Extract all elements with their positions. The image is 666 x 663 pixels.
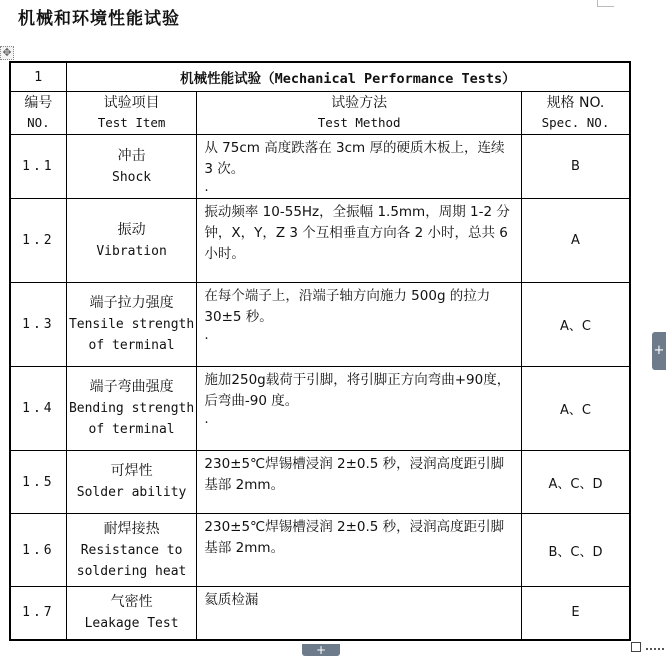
table-move-handle[interactable] [0, 46, 14, 60]
row-item-en: Shock [112, 169, 152, 185]
page-title: 机械和环境性能试验 [18, 9, 180, 29]
row-item [66, 199, 197, 283]
row-method-text: 振动频率 10-55Hz，全振幅 1.5mm，周期 1-2 分钟，X，Y，Z 3 个互相垂直方向各 2 小时，总共 6 小时。 [204, 204, 510, 262]
header-item-cn: 试验项目 [103, 95, 160, 111]
row-item-cn: 冲击 [117, 147, 146, 164]
header-item-en: Test Item [97, 115, 166, 130]
row-item-cn: 耐焊接热 [103, 520, 160, 537]
section-title-cn: 机械性能试验（ [180, 71, 275, 87]
row-spec: A、C [521, 367, 630, 451]
row-item [66, 283, 197, 367]
row-spec: E [521, 587, 630, 640]
row-item [66, 135, 197, 199]
row-item-cn: 端子弯曲强度 [89, 379, 174, 395]
row-method[interactable] [197, 514, 522, 587]
header-item [66, 92, 197, 135]
row-spec: A、C [521, 283, 630, 367]
header-method-en: Test Method [317, 115, 401, 130]
row-item-cn: 端子拉力强度 [89, 295, 174, 311]
add-column-button[interactable] [652, 332, 666, 370]
table-row [10, 514, 630, 587]
row-item-cn: 振动 [117, 221, 146, 238]
stray-mark: . [204, 179, 209, 195]
page-margin-marker [646, 648, 664, 651]
row-method[interactable] [197, 199, 522, 283]
row-method[interactable] [197, 283, 522, 367]
row-item [66, 587, 197, 640]
table-row [10, 451, 630, 514]
row-number: 1.3 [10, 283, 66, 367]
table-resize-handle[interactable] [631, 642, 641, 652]
row-spec: A [521, 199, 630, 283]
spec-table-container [9, 61, 631, 641]
stray-mark: . [204, 411, 209, 427]
row-item-en: Vibration [96, 243, 167, 259]
row-method-text: 从 75cm 高度跌落在 3cm 厚的硬质木板上，连续 3 次。 [204, 140, 505, 177]
stray-mark: . [204, 327, 209, 343]
row-method[interactable] [197, 587, 522, 640]
section-title [66, 62, 630, 92]
table-row [10, 135, 630, 199]
row-spec: B、C、D [521, 514, 630, 587]
header-no-cn: 编号 [24, 95, 53, 111]
section-header-row [10, 62, 630, 92]
column-header-row [10, 92, 630, 135]
row-item-en: Solder ability [76, 485, 187, 500]
row-method[interactable] [197, 367, 522, 451]
row-method-text: 230±5℃焊锡槽浸润 2±0.5 秒，浸润高度距引脚基部 2mm。 [204, 519, 505, 556]
plus-icon: + [653, 343, 665, 358]
table-row [10, 199, 630, 283]
row-number: 1.7 [10, 587, 66, 640]
section-title-close: ） [502, 71, 516, 87]
row-number: 1.4 [10, 367, 66, 451]
row-item-en: Tensile strength of terminal [68, 317, 195, 353]
table-row [10, 367, 630, 451]
row-item-en: Leakage Test [84, 615, 179, 631]
row-method-text: 氦质检漏 [204, 592, 259, 608]
row-item-en: Bending strength of terminal [68, 401, 195, 437]
header-spec-en: Spec. NO. [541, 115, 610, 130]
table-row [10, 283, 630, 367]
header-no [10, 92, 66, 135]
table-row [10, 587, 630, 640]
row-item-en: Resistance to soldering heat [76, 542, 187, 579]
header-method-cn: 试验方法 [331, 95, 388, 111]
header-spec-cn: 规格 NO. [546, 95, 605, 111]
row-number: 1.1 [10, 135, 66, 199]
row-method-text: 230±5℃焊锡槽浸润 2±0.5 秒，浸润高度距引脚基部 2mm。 [204, 456, 505, 493]
row-spec: A、C、D [521, 451, 630, 514]
row-spec: B [521, 135, 630, 199]
page-margin-marker [597, 0, 614, 7]
row-method[interactable] [197, 135, 522, 199]
row-number: 1.2 [10, 199, 66, 283]
row-item [66, 451, 197, 514]
row-item-cn: 可焊性 [110, 463, 153, 479]
spec-table [9, 61, 631, 641]
row-item-cn: 气密性 [110, 593, 153, 610]
row-method[interactable] [197, 451, 522, 514]
header-method [197, 92, 522, 135]
row-item [66, 514, 197, 587]
row-method-text: 施加250g载荷于引脚，将引脚正方向弯曲+90度，后弯曲-90 度。 [204, 372, 511, 409]
section-title-en: Mechanical Performance Tests [274, 71, 503, 87]
row-number: 1.6 [10, 514, 66, 587]
row-method-text: 在每个端子上，沿端子轴方向施力 500g 的拉力 30±5 秒。 [204, 288, 491, 325]
row-number: 1.5 [10, 451, 66, 514]
header-no-en: NO. [27, 115, 50, 130]
move-icon: ✥ [2, 46, 12, 59]
header-spec [521, 92, 630, 135]
section-number: 1 [10, 62, 66, 92]
row-item [66, 367, 197, 451]
add-row-button[interactable] [302, 644, 340, 656]
plus-icon: + [315, 643, 327, 657]
